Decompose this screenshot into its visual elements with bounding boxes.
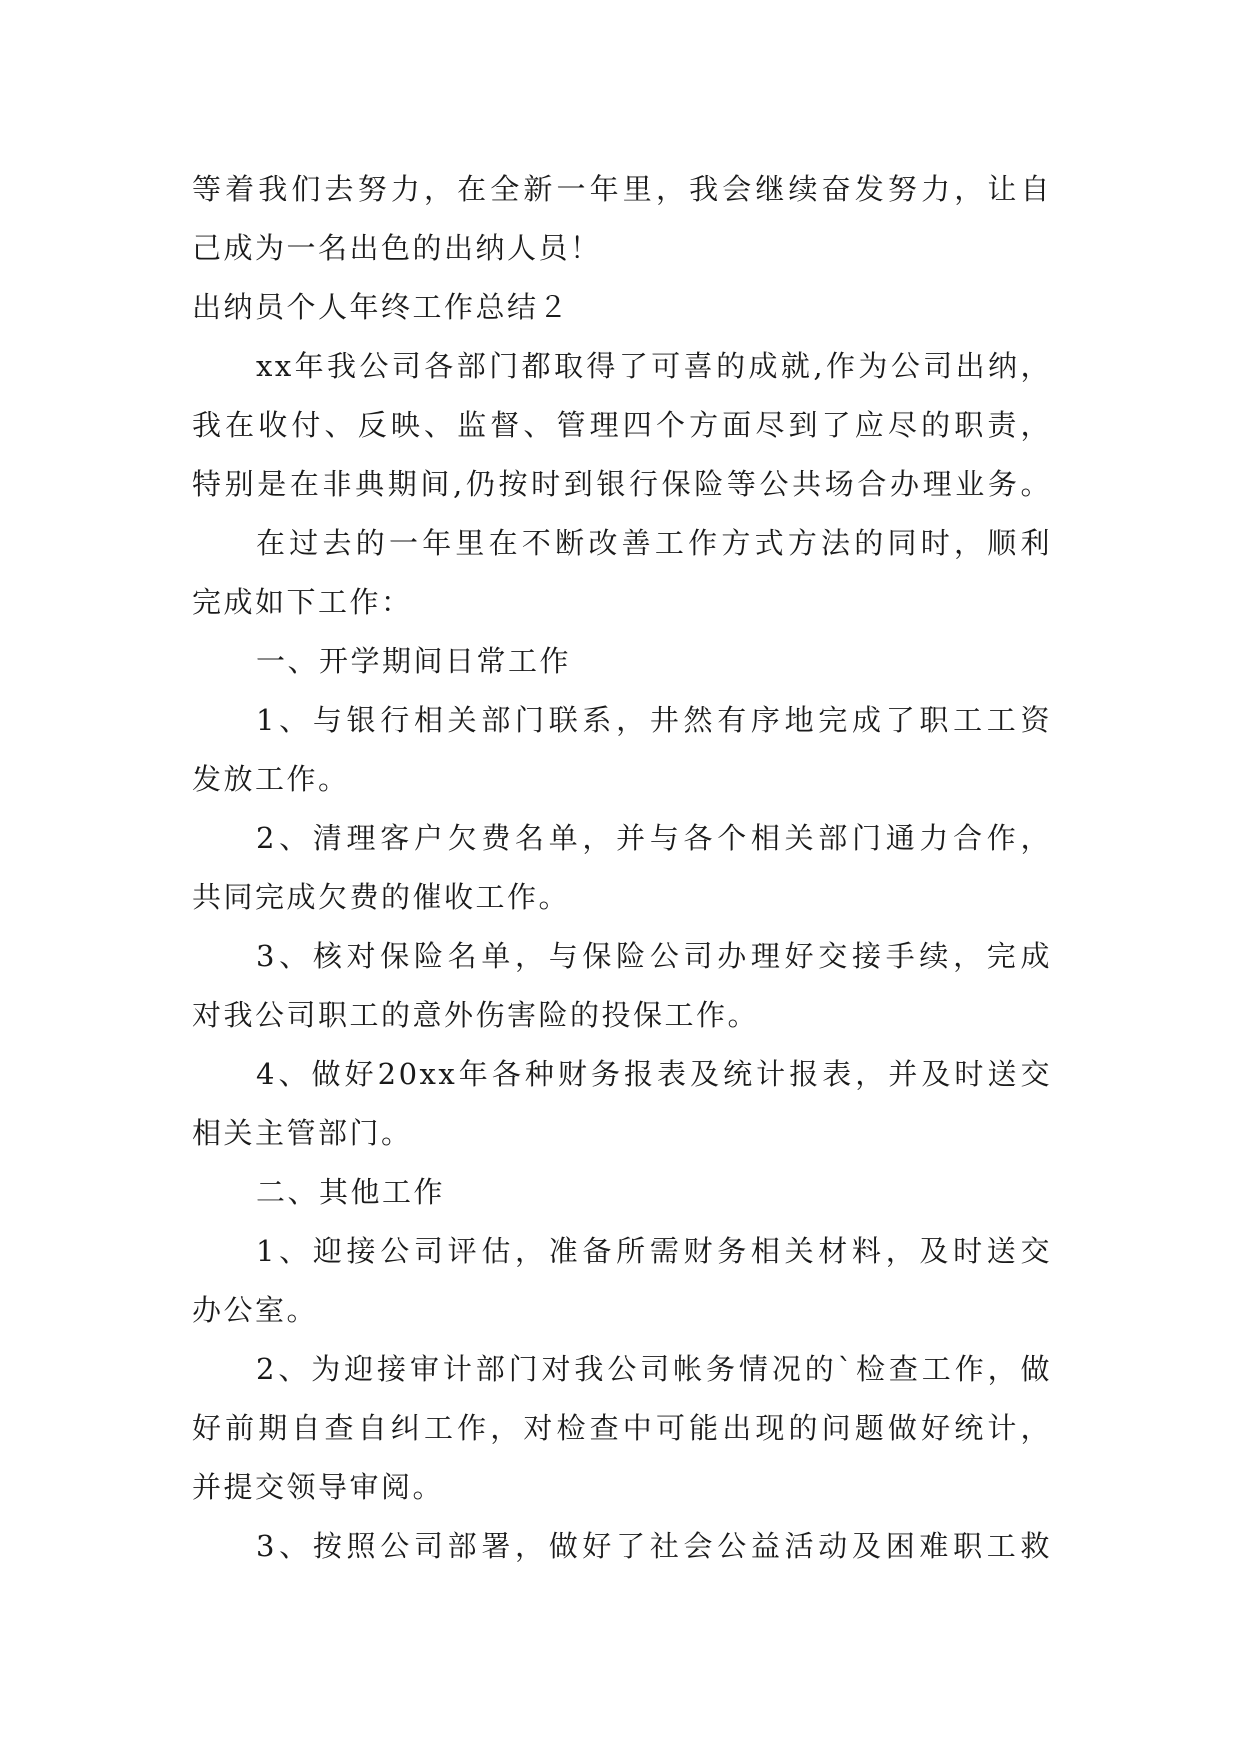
text-line: 发放工作。: [192, 762, 350, 796]
text-line: 2、清理客户欠费名单，并与各个相关部门通力合作，: [256, 821, 1052, 855]
text-line: 二、其他工作: [256, 1175, 446, 1209]
text-line: 完成如下工作：: [192, 585, 413, 619]
text-line: 一、开学期间日常工作: [256, 644, 572, 678]
text-line: 并提交领导审阅。: [192, 1470, 445, 1504]
text-line: 对我公司职工的意外伤害险的投保工作。: [192, 998, 760, 1032]
text-line: 相关主管部门。: [192, 1116, 413, 1150]
text-line: 4、做好20xx年各种财务报表及统计报表，并及时送交: [256, 1057, 1052, 1091]
text-line: 1、迎接公司评估，准备所需财务相关材料，及时送交: [256, 1234, 1052, 1268]
section-heading: 出纳员个人年终工作总结２: [192, 290, 571, 324]
document-body: [192, 160, 1052, 1576]
text-line: xx年我公司各部门都取得了可喜的成就,作为公司出纳，: [256, 349, 1052, 383]
text-line: 共同完成欠费的催收工作。: [192, 880, 571, 914]
text-line: 3、核对保险名单，与保险公司办理好交接手续，完成: [256, 939, 1052, 973]
text-line: 我在收付、反映、监督、管理四个方面尽到了应尽的职责，: [192, 408, 1052, 442]
text-line: 等着我们去努力，在全新一年里，我会继续奋发努力，让自: [192, 172, 1052, 206]
text-line: 己成为一名出色的出纳人员！: [192, 231, 602, 265]
text-line: 特别是在非典期间,仍按时到银行保险等公共场合办理业务。: [192, 467, 1052, 501]
text-line: 在过去的一年里在不断改善工作方式方法的同时，顺利: [256, 526, 1052, 560]
text-line: 2、为迎接审计部门对我公司帐务情况的`检查工作，做: [256, 1352, 1052, 1386]
text-line: 办公室。: [192, 1293, 319, 1327]
text-line: 1、与银行相关部门联系，井然有序地完成了职工工资: [256, 703, 1052, 737]
text-line: 好前期自查自纠工作，对检查中可能出现的问题做好统计，: [192, 1411, 1052, 1445]
text-line: 3、按照公司部署，做好了社会公益活动及困难职工救: [256, 1529, 1052, 1563]
